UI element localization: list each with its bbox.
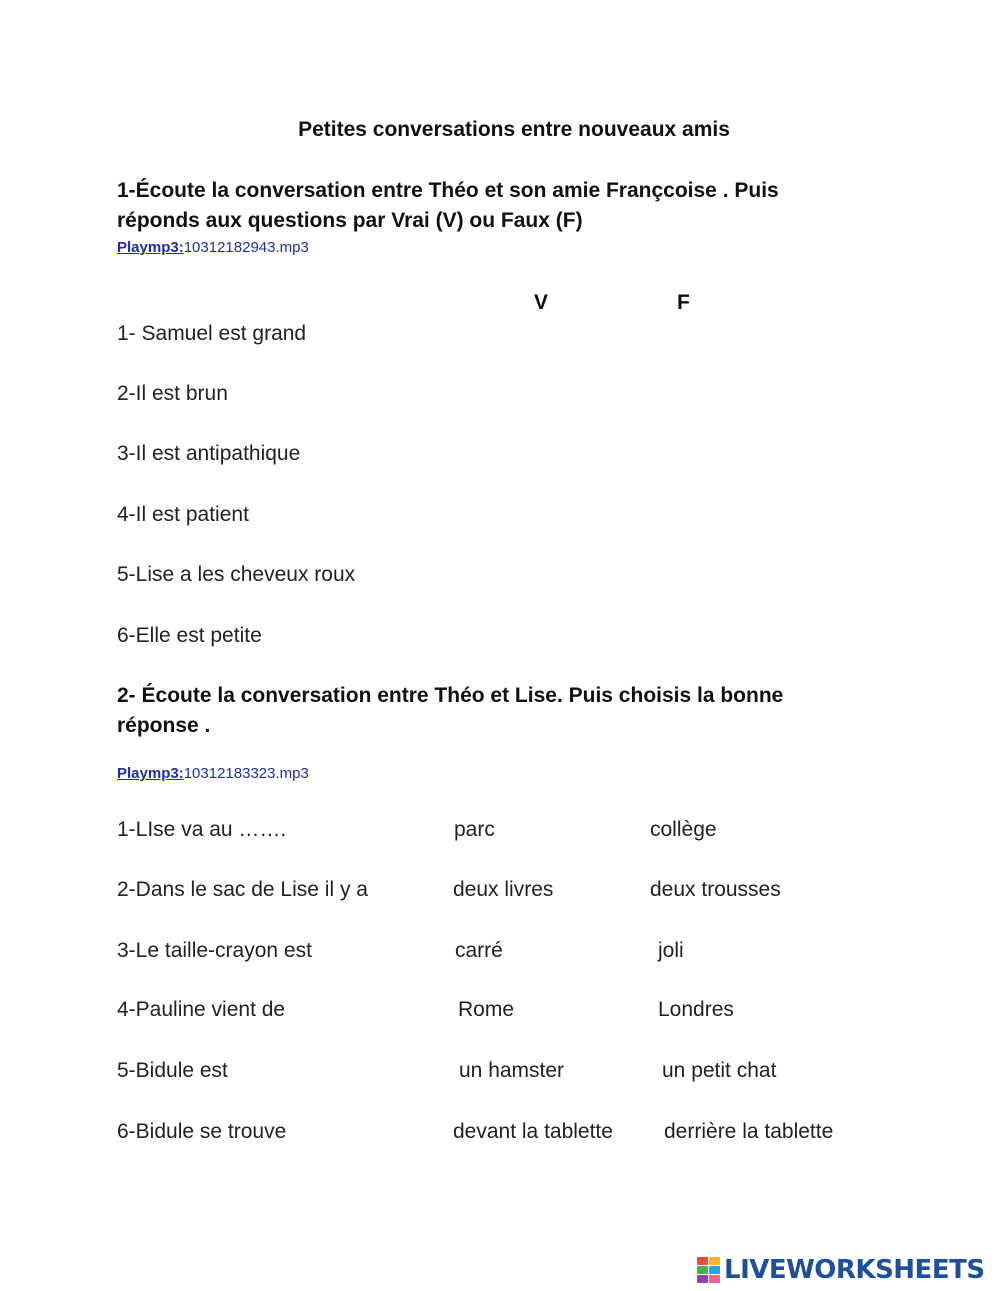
choice-option-a[interactable]: carré [455,939,503,962]
true-false-statement: 4-Il est patient [117,503,249,526]
liveworksheets-logo [697,1256,985,1284]
logo-blocks-icon [697,1257,720,1283]
section1-heading [117,176,779,236]
section2-audio [117,765,309,782]
false-column-header: F [677,291,690,314]
section2-heading [117,681,783,741]
logo-text: LIVEWORKSHEETS [724,1255,985,1285]
choice-question: 4-Pauline vient de [117,998,286,1021]
choice-option-b[interactable]: collège [650,818,717,841]
audio-filename: 10312183323.mp3 [183,765,309,782]
true-false-statement: 6-Elle est petite [117,624,262,647]
choice-option-b[interactable]: un petit chat [662,1059,777,1082]
audio-filename: 10312182943.mp3 [183,239,309,256]
section1-audio [117,239,309,256]
section1-heading-line1: 1-Écoute la conversation entre Théo et son amie Françcoise . Puis [117,179,779,202]
choice-option-a[interactable]: un hamster [459,1059,565,1082]
play-audio-link[interactable]: Playmp3: [117,239,184,256]
true-false-statement: 1- Samuel est grand [117,322,307,345]
section2-heading-line1: 2- Écoute la conversation entre Théo et Lise. Puis choisis la bonne [117,684,784,707]
choice-option-b[interactable]: deux trousses [650,878,781,901]
play-audio-link[interactable]: Playmp3: [117,765,184,782]
choice-option-a[interactable]: devant la tablette [453,1120,613,1143]
true-false-statement: 3-Il est antipathique [117,442,301,465]
choice-question: 6-Bidule se trouve [117,1120,287,1143]
true-false-statement: 2-Il est brun [117,382,228,405]
page-title: Petites conversations entre nouveaux amis [298,118,730,141]
true-false-statement: 5-Lise a les cheveux roux [117,563,356,586]
choice-question: 5-Bidule est [117,1059,228,1082]
choice-question: 3-Le taille-crayon est [117,939,312,962]
section1-heading-line2: réponds aux questions par Vrai (V) ou Faux (F) [117,209,583,232]
choice-option-b[interactable]: joli [658,939,684,962]
choice-option-a[interactable]: deux livres [453,878,554,901]
choice-option-a[interactable]: Rome [458,998,515,1021]
choice-question: 2-Dans le sac de Lise il y a [117,878,368,901]
choice-question: 1-LIse va au ……. [117,818,287,841]
true-column-header: V [534,291,549,314]
choice-option-b[interactable]: Londres [658,998,734,1021]
choice-option-a[interactable]: parc [454,818,495,841]
section2-heading-line2: réponse . [117,714,211,737]
choice-option-b[interactable]: derrière la tablette [664,1120,834,1143]
